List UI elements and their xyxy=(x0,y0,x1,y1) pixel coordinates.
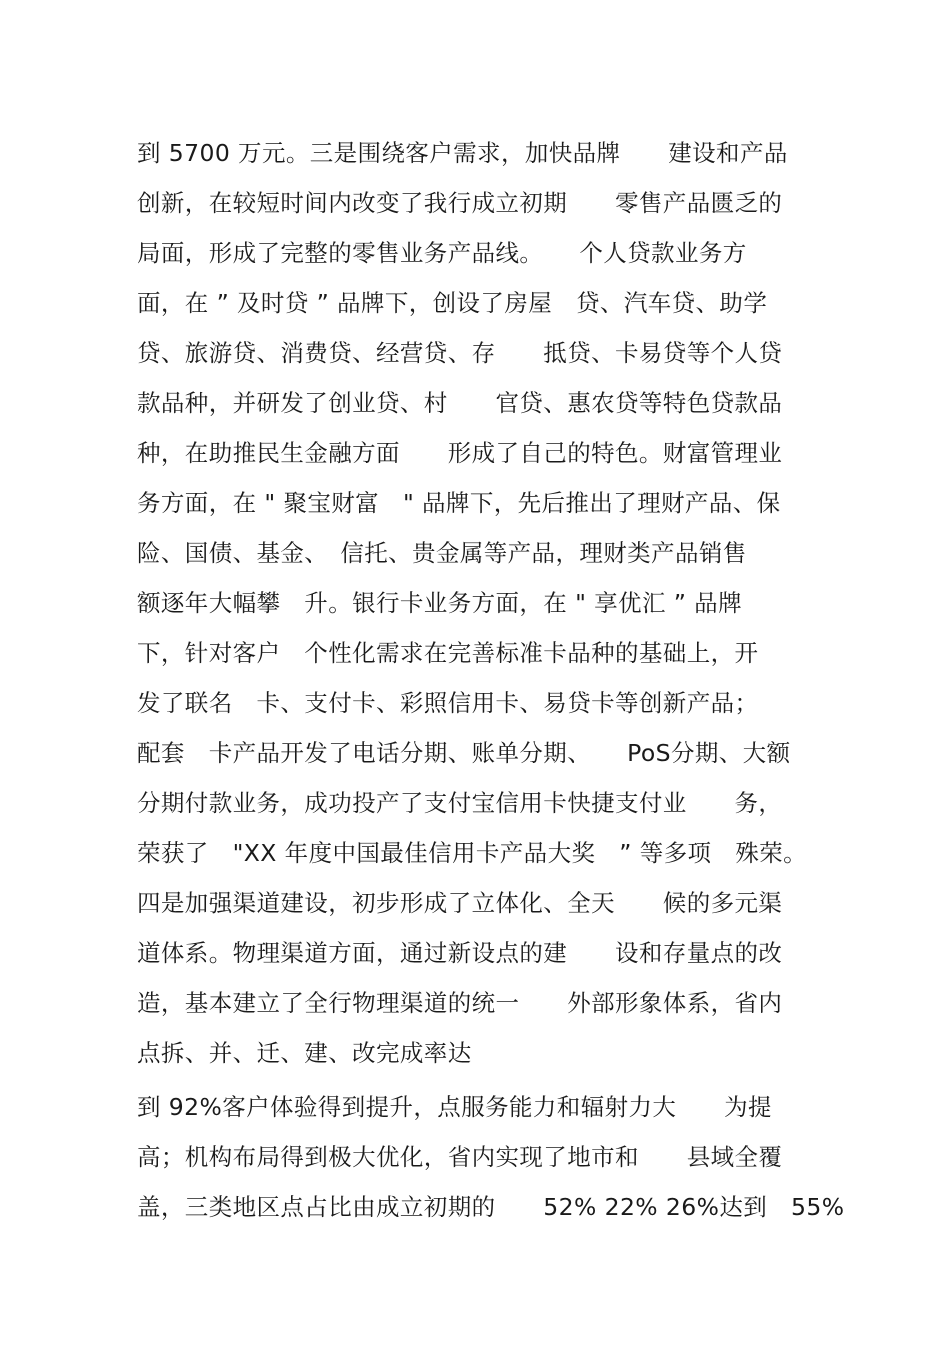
text-line-9: 险、国债、基金、 信托、贵金属等产品，理财类产品销售 xyxy=(137,539,747,567)
text-line-6: 款品种，并研发了创业贷、村 官贷、惠农贷等特色贷款品 xyxy=(137,389,783,417)
text-line-16: 四是加强渠道建设，初步形成了立体化、全天 候的多元渠 xyxy=(137,889,783,917)
text-line-17: 道体系。物理渠道方面，通过新设点的建 设和存量点的改 xyxy=(137,939,783,967)
text-line-14: 分期付款业务，成功投产了支付宝信用卡快捷支付业 务， xyxy=(137,789,783,817)
text-line-1: 到 5700 万元。三是围绕客户需求，加快品牌 建设和产品 xyxy=(137,139,788,167)
text-line-21: 高；机构布局得到极大优化，省内实现了地市和 县域全覆 xyxy=(137,1143,783,1171)
text-line-20: 到 92%客户体验得到提升，点服务能力和辐射力大 为提 xyxy=(137,1093,772,1121)
text-line-8: 务方面，在 " 聚宝财富 " 品牌下，先后推出了理财产品、保 xyxy=(137,489,781,517)
text-line-10: 额逐年大幅攀 升。银行卡业务方面，在 " 享优汇 ” 品牌 xyxy=(137,589,742,617)
text-line-3: 局面，形成了完整的零售业务产品线。 个人贷款业务方 xyxy=(137,239,747,267)
text-line-2: 创新，在较短时间内改变了我行成立初期 零售产品匮乏的 xyxy=(137,189,783,217)
text-line-18: 造，基本建立了全行物理渠道的统一 外部形象体系，省内 xyxy=(137,989,783,1017)
text-line-15: 荣获了 "XX 年度中国最佳信用卡产品大奖 ” 等多项 殊荣。 xyxy=(137,839,808,867)
text-line-19: 点拆、并、迁、建、改完成率达 xyxy=(137,1039,472,1067)
text-line-4: 面，在 ” 及时贷 ” 品牌下，创设了房屋 贷、汽车贷、助学 xyxy=(137,289,768,317)
text-line-13: 配套 卡产品开发了电话分期、账单分期、 PoS分期、大额 xyxy=(137,739,791,767)
text-line-11: 下，针对客户 个性化需求在完善标准卡品种的基础上，开 xyxy=(137,639,759,667)
text-line-12: 发了联名 卡、支付卡、彩照信用卡、易贷卡等创新产品； xyxy=(137,689,759,717)
text-line-7: 种，在助推民生金融方面 形成了自己的特色。财富管理业 xyxy=(137,439,783,467)
text-line-5: 贷、旅游贷、消费贷、经营贷、存 抵贷、卡易贷等个人贷 xyxy=(137,339,783,367)
text-line-22: 盖，三类地区点占比由成立初期的 52% 22% 26%达到 55% xyxy=(137,1193,845,1221)
body-text xyxy=(137,128,845,1232)
